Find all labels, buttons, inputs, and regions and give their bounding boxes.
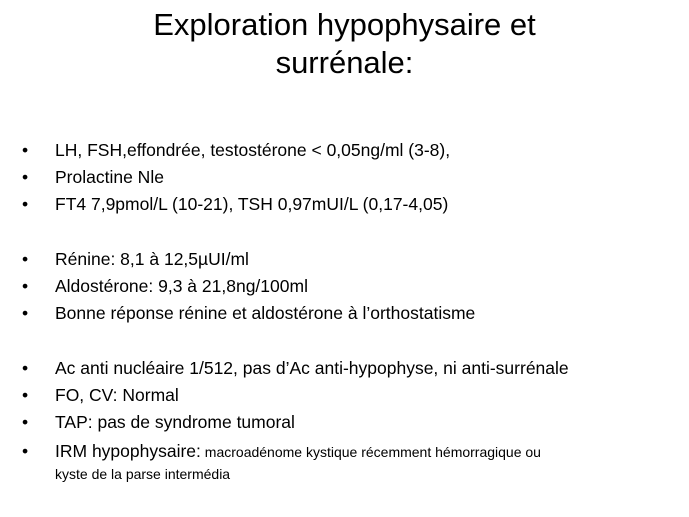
- bullet-text: Prolactine Nle: [55, 167, 164, 187]
- bullet-text: TAP: pas de syndrome tumoral: [55, 412, 295, 432]
- bullet-icon: •: [22, 194, 29, 214]
- slide-title-line-2: surrénale:: [275, 45, 414, 80]
- bullet-text-continuation: macroadénome kystique récemment hémorragique ou: [200, 444, 541, 460]
- bullet-text: FT4 7,9pmol/L (10-21), TSH 0,97mUI/L (0,17-4,05): [55, 194, 449, 214]
- slide-title-line-1: Exploration hypophysaire et: [153, 7, 536, 42]
- bullet-icon: •: [22, 140, 29, 160]
- bullet-text: LH, FSH,effondrée, testostérone < 0,05ng/ml (3-8),: [55, 140, 451, 160]
- bullet-icon: •: [22, 385, 29, 405]
- bullet-icon: •: [22, 303, 29, 323]
- bullet-icon: •: [22, 249, 29, 269]
- bullet-text: Bonne réponse rénine et aldostérone à l’orthostatisme: [55, 303, 476, 323]
- bullet-text-line-1: [55, 440, 541, 463]
- bullet-icon: •: [22, 358, 29, 378]
- bullet-text: Rénine: 8,1 à 12,5µUI/ml: [55, 249, 249, 269]
- bullet-text-wrap: kyste de la parse intermédia: [55, 466, 231, 482]
- bullet-icon: •: [22, 276, 29, 296]
- bullet-text: Aldostérone: 9,3 à 21,8ng/100ml: [55, 276, 308, 296]
- bullet-icon: •: [22, 167, 29, 187]
- bullet-icon: •: [22, 441, 29, 461]
- bullet-icon: •: [22, 412, 29, 432]
- bullet-text: FO, CV: Normal: [55, 385, 179, 405]
- bullet-text: Ac anti nucléaire 1/512, pas d’Ac anti-hypophyse, ni anti-surrénale: [55, 358, 569, 378]
- bullet-text-lead: IRM hypophysaire:: [55, 441, 201, 461]
